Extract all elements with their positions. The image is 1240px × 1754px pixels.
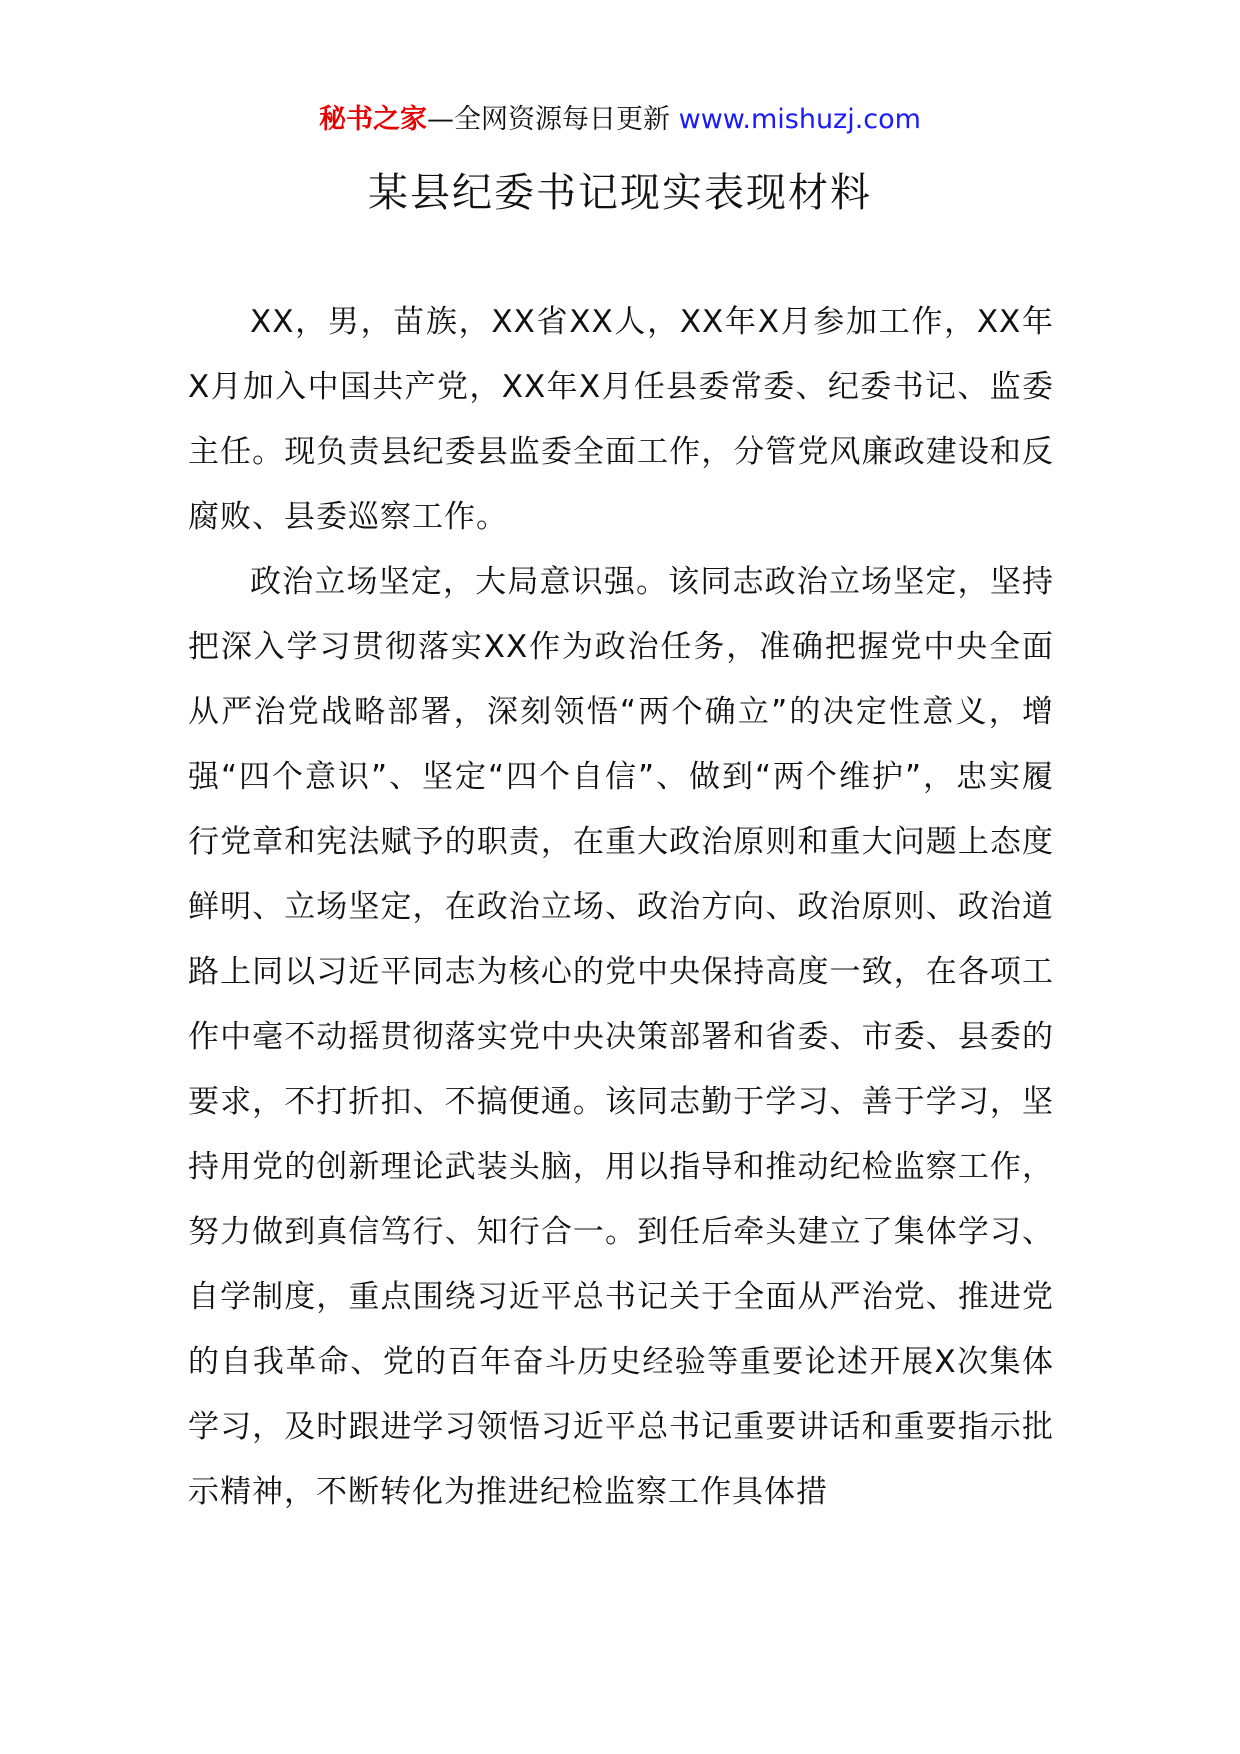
paragraph-basic-info: XX，男，苗族，XX省XX人，XX年X月参加工作，XX年X月加入中国共产党，XX年X月任县委常委、纪委书记、监委主任。现负责县纪委县监委全面工作，分管党风廉政建设和反腐败、县委巡察工作。 — [188, 304, 1054, 535]
site-header — [0, 100, 1240, 140]
document-title: 某县纪委书记现实表现材料 — [368, 170, 872, 216]
site-url-link[interactable]: www.mishuzj.com — [678, 104, 921, 135]
document-body — [188, 290, 1054, 1525]
paragraph-political-stance: 政治立场坚定，大局意识强。该同志政治立场坚定，坚持把深入学习贯彻落实XX作为政治任务，准确把握党中央全面从严治党战略部署，深刻领悟“两个确立”的决定性意义，增强“四个意识”、坚定“四个自信”、做到“两个维护”，忠实履行党章和宪法赋予的职责，在重大政治原则和重大问题上态度鲜明、立场坚定，在政治立场、政治方向、政治原则、政治道路上同以习近平同志为核心的党中央保持高度一致，在各项工作中毫不动摇贯彻落实党中央决策部署和省委、市委、县委的要求，不打折扣、不搞便通。该同志勤于学习、善于学习，坚持用党的创新理论武装头脑，用以指导和推动纪检监察工作，努力做到真信笃行、知行合一。到任后牵头建立了集体学习、自学制度，重点围绕习近平总书记关于全面从严治党、推进党的自我革命、党的百年奋斗历史经验等重要论述开展X次集体学习，及时跟进学习领悟习近平总书记重要讲话和重要指示批示精神，不断转化为推进纪检监察工作具体措 — [188, 564, 1054, 1510]
site-slogan: —全网资源每日更新 — [427, 104, 671, 135]
site-brand: 秘书之家 — [319, 104, 428, 135]
